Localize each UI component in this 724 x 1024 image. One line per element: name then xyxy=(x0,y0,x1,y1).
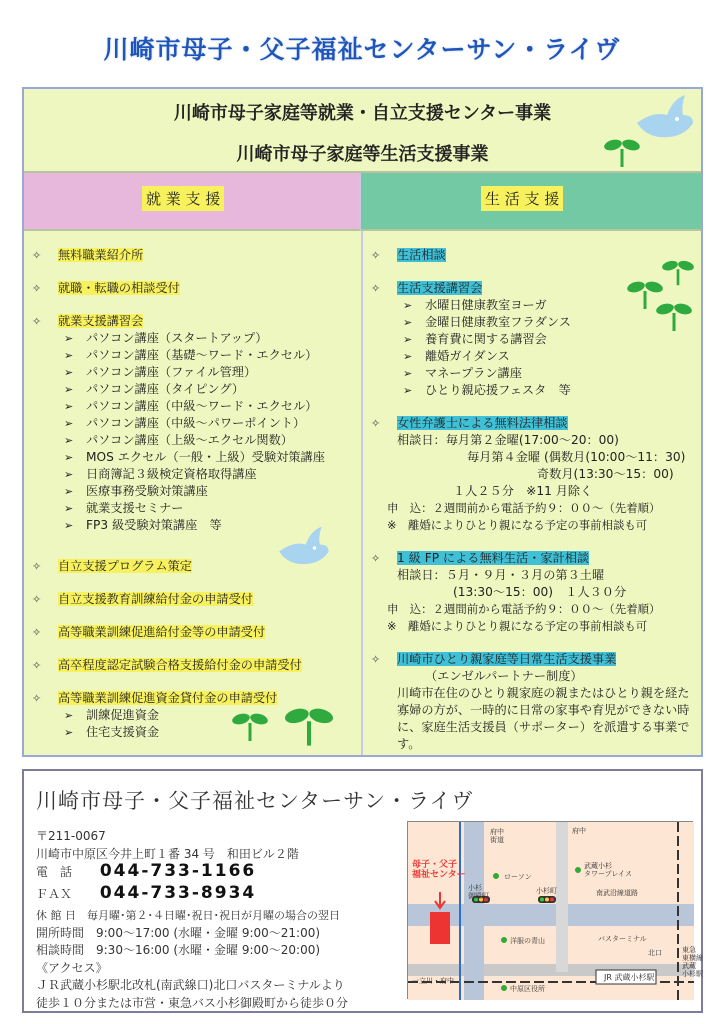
course-item: ➢ 医療事務受験対策講座 xyxy=(64,484,208,498)
course-item: ➢ FP3 級受験対策講座 等 xyxy=(64,518,222,532)
bird-icon xyxy=(274,525,332,571)
phone-label: 電 話 xyxy=(36,865,73,879)
map-label-terminal: バスターミナル xyxy=(598,935,647,943)
course-item: ➢ ひとり親応援フェスタ 等 xyxy=(403,383,571,397)
list-item: ✧ 就職・転職の相談受付 xyxy=(32,281,180,295)
law-consult-note: ※ 離婚によりひとり親になる予定の事前相談も可 xyxy=(387,518,648,532)
course-item: ➢ 金曜日健康教室フラダンス xyxy=(403,315,571,329)
employment-support-list xyxy=(30,239,356,741)
course-item: ➢ パソコン講座（中級～ワード・エクセル） xyxy=(64,399,318,413)
law-consult-date-2: 毎月第４金曜 (偶数月(10:00～11：30) xyxy=(467,450,686,464)
map-label-minami: 南武沿線道路 xyxy=(596,889,638,897)
map-label-center: 母子・父子 福祉センター xyxy=(412,860,466,880)
fax-number: 044-733-8934 xyxy=(99,883,257,903)
angel-partner-label: （エンゼルパートナー制度） xyxy=(425,669,583,683)
list-item: ✧ 高等職業訓練促進給付金等の申請受付 xyxy=(32,625,266,639)
law-consult-date: 相談日：毎月第２金曜(17:00～20：00) xyxy=(397,433,619,447)
map-label-fuchu: 府中 xyxy=(572,827,586,835)
course-item: ➢ マネープラン講座 xyxy=(403,366,522,380)
fp-consult-date: 相談日：５月・９月・３月の第３土曜 xyxy=(397,568,605,582)
address: 川崎市中原区今井上町１番 34 号 和田ビル２階 xyxy=(36,846,299,861)
list-item: ✧ 高等職業訓練促進資金貸付金の申請受付 xyxy=(32,691,278,705)
law-consult-apply: 申 込：２週間前から電話予約９：００～（先着順） xyxy=(387,501,661,515)
postal-code: 〒211-0067 xyxy=(36,829,106,843)
list-item: ✧ 川崎市ひとり親家庭等日常生活支援事業 xyxy=(371,652,617,666)
sprout-icon xyxy=(602,133,642,169)
opening-hours: 開所時間 9:00～17:00 (水曜・金曜 9:00～21:00) xyxy=(36,925,321,940)
map-label-tokyu: 東急 東横線 武蔵 小杉駅 xyxy=(682,946,703,978)
consultation-hours: 相談時間 9:30～16:00 (水曜・金曜 9:00～20:00) xyxy=(36,943,321,957)
sprout-icon xyxy=(282,699,336,749)
loan-item: ➢ 訓練促進資金 xyxy=(64,708,160,722)
loan-item: ➢ 住宅支援資金 xyxy=(64,725,160,739)
course-item: ➢ パソコン講座（上級～エクセル関数） xyxy=(64,433,293,447)
list-item: ✧ 高卒程度認定試験合格支援給付金の申請受付 xyxy=(32,658,302,672)
page-title: 川崎市母子・父子福祉センターサン・ライヴ xyxy=(103,35,621,64)
fax-label: ＦＡＸ xyxy=(36,887,73,901)
access-line-2: 徒歩１０分または市営・東急バス小杉御殿町から徒歩０分 xyxy=(36,995,349,1010)
employment-support-heading xyxy=(24,173,361,231)
course-item: ➢ パソコン講座（タイピング） xyxy=(64,382,245,396)
map-label-station: JR 武蔵小杉駅 xyxy=(604,973,655,982)
map-label-kosugi: 小杉町 xyxy=(536,887,557,895)
list-item: ✧ 自立支援教育訓練給付金の申請受付 xyxy=(32,592,253,606)
list-item: ✧ 1 級 FP による無料生活・家計相談 xyxy=(371,551,590,565)
course-item: ➢ 養育費に関する講習会 xyxy=(403,332,547,346)
course-item: ➢ 日商簿記３級検定資格取得講座 xyxy=(64,467,257,481)
list-item: ✧ 自立支援プログラム策定 xyxy=(32,559,192,573)
list-item: ✧ 生活相談 xyxy=(371,248,446,262)
law-consult-duration: １人２５分 ※11 月除く xyxy=(453,484,593,498)
contact-info-box xyxy=(22,769,703,1013)
angel-partner-description: 川崎市在住のひとり親家庭の親またはひとり親を経た寡婦の方が、一時的に日常の家事や育児ができない時に、家庭生活支援員（サポーター）を派遣する事業です。 xyxy=(397,686,690,751)
list-item: ✧ 無料職業紹介所 xyxy=(32,248,144,262)
map-label-ichi: 一立川・府中 xyxy=(412,977,454,985)
access-map xyxy=(407,821,703,999)
course-item: ➢ 水曜日健康教室ヨーガ xyxy=(403,298,547,312)
course-item: ➢ 離婚ガイダンス xyxy=(403,349,510,363)
sprout-icon xyxy=(654,297,694,333)
list-item: ✧ 女性弁護士による無料法律相談 xyxy=(371,416,568,430)
law-consult-date-3: 奇数月(13:30～15：00) xyxy=(537,467,674,481)
course-item: ➢ パソコン講座（中級～パワーポイント） xyxy=(64,416,306,430)
life-support-heading xyxy=(361,173,701,231)
map-label-futsu: 府中 街道 xyxy=(490,828,504,844)
sprout-icon xyxy=(660,255,696,287)
center-name: 川崎市母子・父子福祉センターサン・ライヴ xyxy=(36,789,474,813)
life-support-label: 生 活 支 援 xyxy=(481,186,563,211)
header-line-2: 川崎市母子家庭等生活支援事業 xyxy=(236,144,489,165)
fp-consult-time: (13:30～15：00) １人３０分 xyxy=(453,585,627,599)
map-label-ward: 中原区役所 xyxy=(510,985,545,993)
course-item: ➢ パソコン講座（ファイル管理） xyxy=(64,365,257,379)
header-line-1: 川崎市母子家庭等就業・自立支援センター事業 xyxy=(173,103,552,124)
sprout-icon xyxy=(230,707,270,743)
course-item: ➢ 就業支援セミナー xyxy=(64,501,184,515)
map-label-busstop: 小杉 御殿町 xyxy=(468,884,489,900)
phone-row xyxy=(36,863,416,885)
phone-number[interactable]: 044-733-1166 xyxy=(99,861,257,881)
map-label-tower: 武蔵小杉 タワープレイス xyxy=(584,862,632,878)
course-item: ➢ MOS エクセル（一般・上級）受験対策講座 xyxy=(64,450,325,464)
access-label: 《アクセス》 xyxy=(36,960,108,975)
life-support-list xyxy=(369,239,699,753)
course-item: ➢ パソコン講座（スタートアップ） xyxy=(64,331,268,345)
contact-details xyxy=(36,828,416,1012)
map-label-yoko: 洋服の青山 xyxy=(510,937,545,945)
closed-days: 休 館 日 毎月曜･第２･４日曜･祝日･祝日が月曜の場合の翌日 xyxy=(36,909,340,922)
bird-icon xyxy=(633,93,695,145)
fp-consult-note: ※ 離婚によりひとり親になる予定の事前相談も可 xyxy=(387,619,648,633)
map-label-kita: 北口 xyxy=(648,949,662,957)
access-line-1: ＪＲ武蔵小杉駅北改札(南武線口)北口バスターミナルより xyxy=(36,978,345,992)
list-item: ✧ 就業支援講習会 xyxy=(32,314,144,328)
panel-header xyxy=(24,89,701,173)
services-panel xyxy=(22,87,703,757)
map-label-lawson: ローソン xyxy=(504,873,532,881)
fp-consult-apply: 申 込：２週間前から電話予約９：００～（先着順） xyxy=(387,602,661,616)
list-item: ✧ 生活支援講習会 xyxy=(371,281,483,295)
course-item: ➢ パソコン講座（基礎～ワード・エクセル） xyxy=(64,348,318,362)
employment-support-label: 就 業 支 援 xyxy=(142,186,224,211)
fax-row xyxy=(36,885,416,907)
column-divider xyxy=(361,231,363,755)
